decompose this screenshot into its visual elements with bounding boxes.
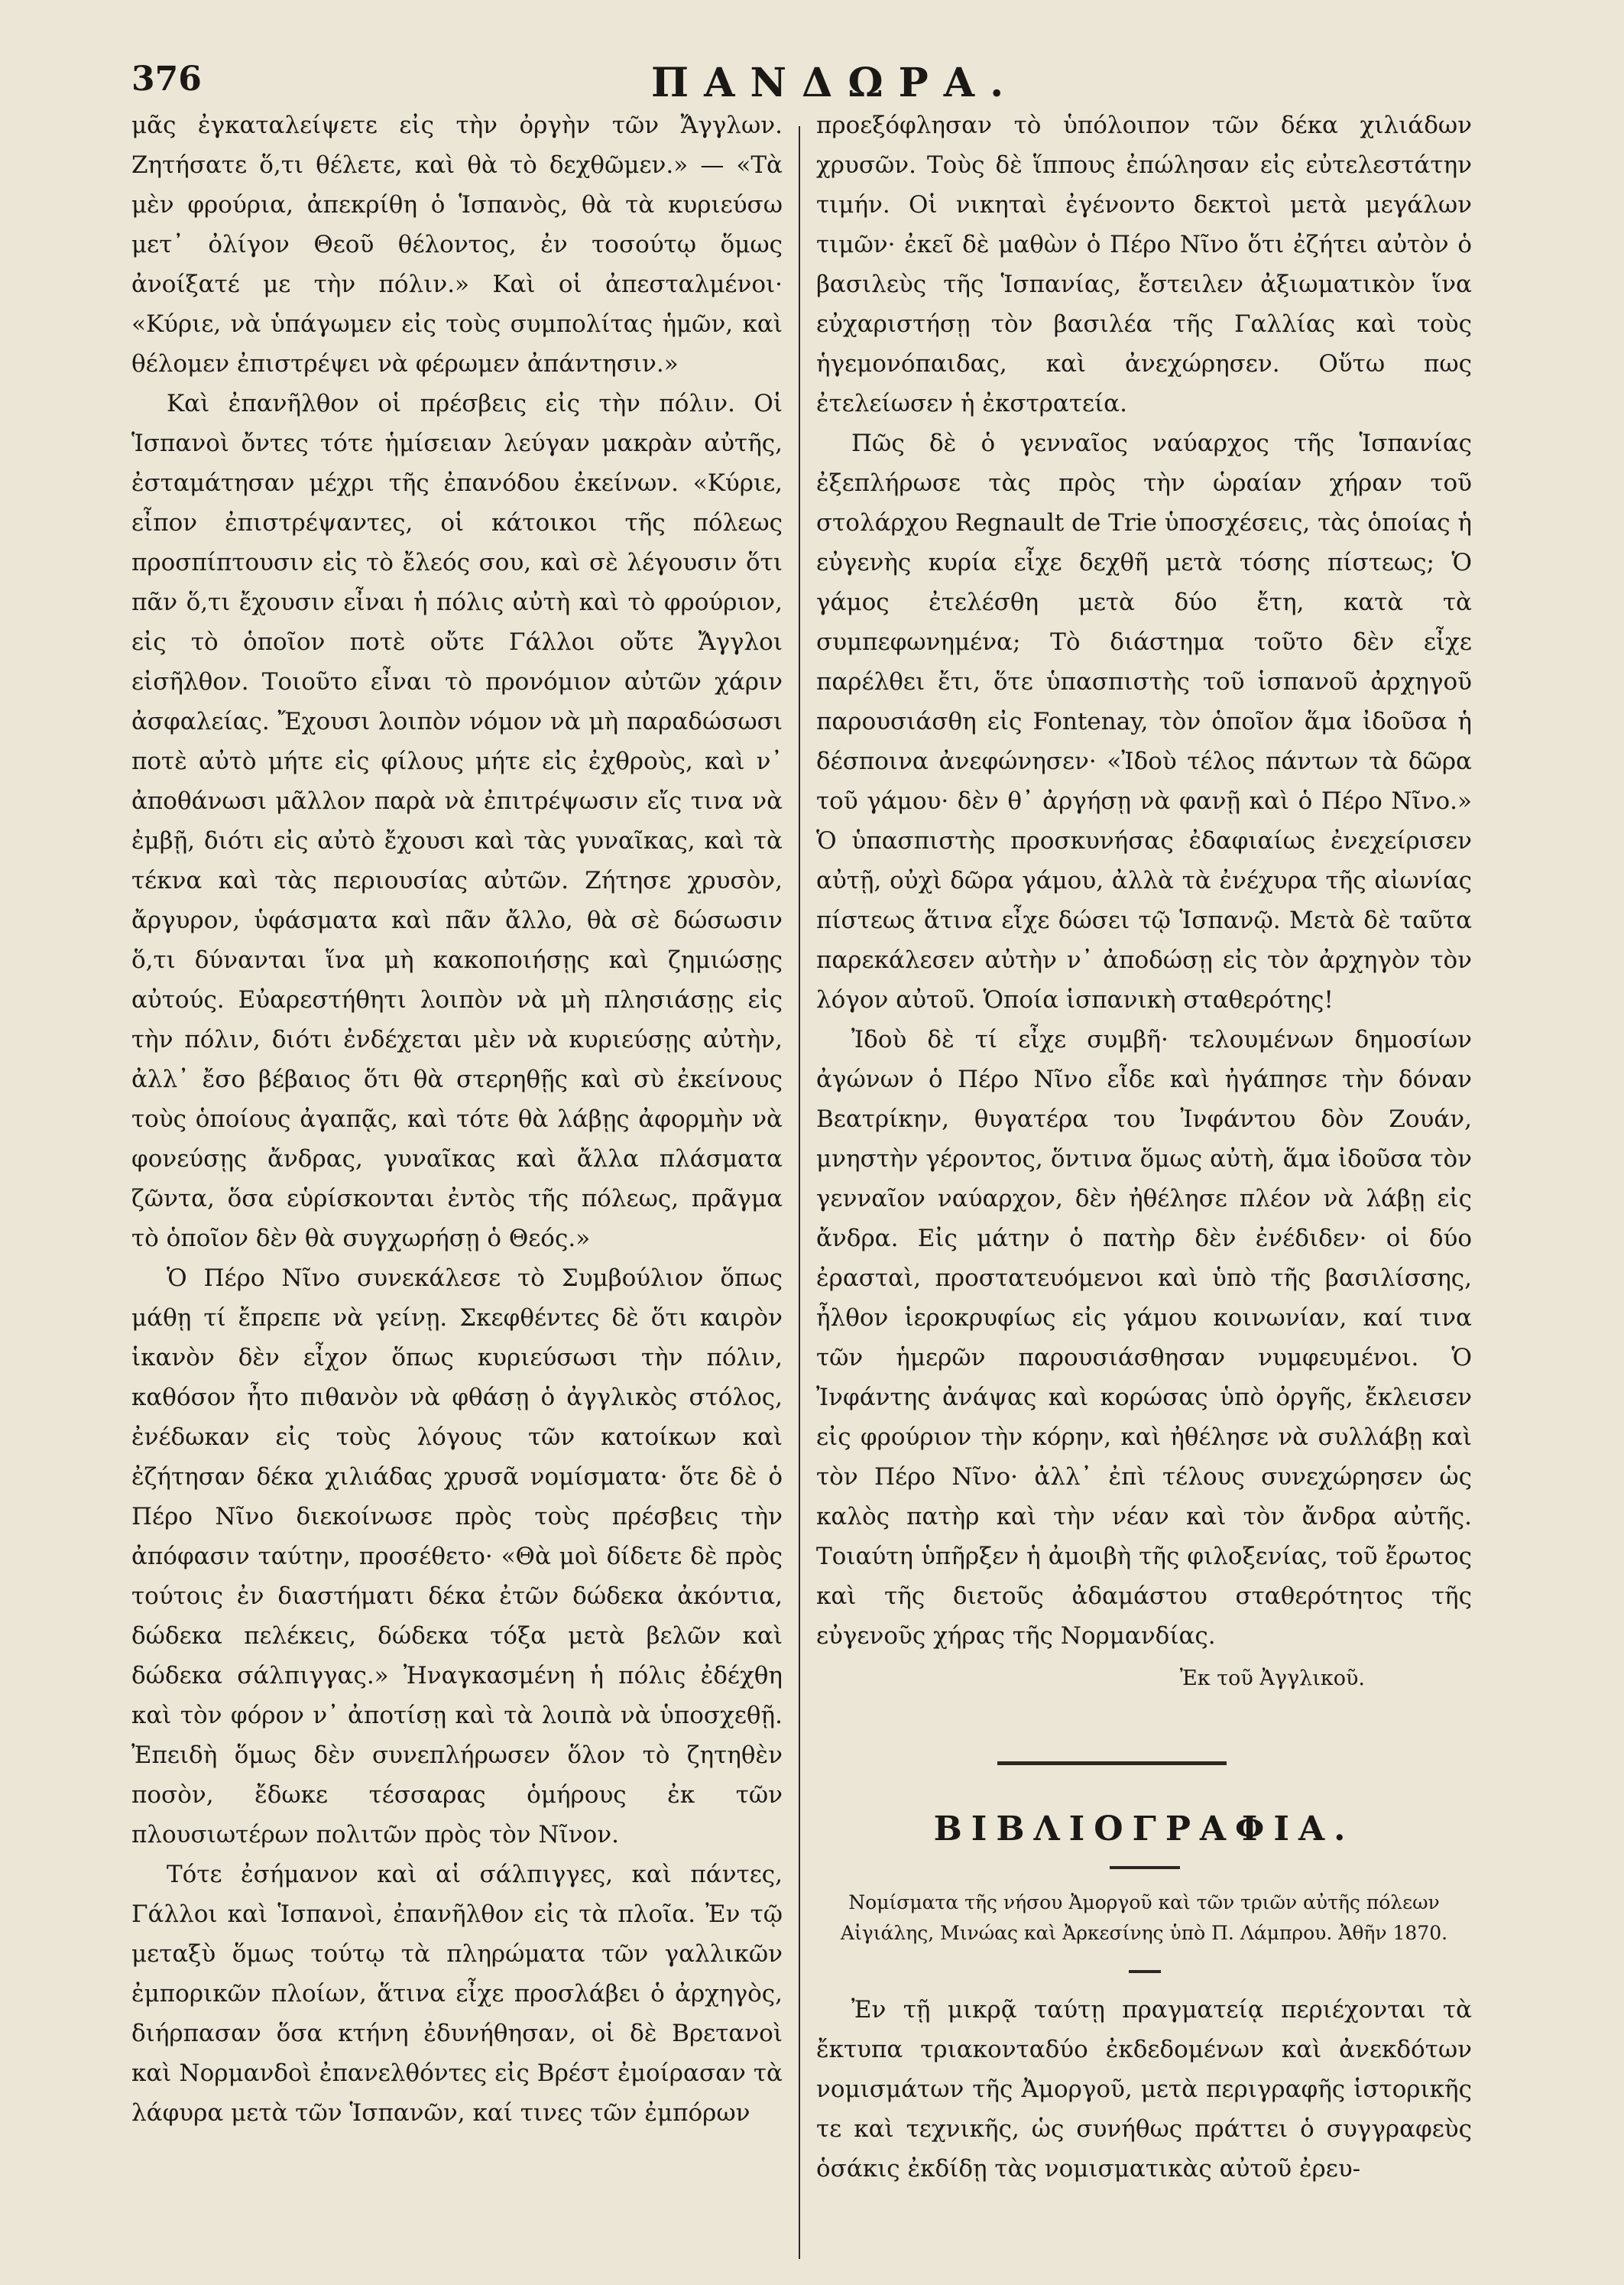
column-divider [799, 126, 800, 2259]
right-column [816, 105, 1472, 2189]
paragraph: Ἐν τῇ μικρᾷ ταύτῃ πραγματείᾳ περιέχονται τὰ ἔκτυπα τριακονταδύο ἐκδεδομένων καὶ ἀνεκδότων νομισμάτων τῆς Ἀμοργοῦ, μετὰ περιγραφῆς ἱστορικῆς τε καὶ τεχνικῆς, ὡς συνήθως πράττει ὁ συγγραφεὺς ὁσάκις ἐκδίδῃ τὰς νομισματικὰς αὐτοῦ ἐρευ- [816, 1996, 1472, 2183]
paragraph: Τότε ἐσήμανον καὶ αἱ σάλπιγγες, καὶ πάντες, Γάλλοι καὶ Ἱσπανοὶ, ἐπανῆλθον εἰς τὰ πλοῖα. Ἐν τῷ μεταξὺ ὅμως τούτῳ τὰ πληρώματα τῶν γαλλικῶν ἐμπορικῶν πλοίων, ἅτινα εἶχε προσλάβει ὁ ἀρχηγὸς, διήρπασαν ὅσα κτήνη ἐδυνήθησαν, οἱ δὲ Βρετανοὶ καὶ Νορμανδοὶ ἐπανελθόντες εἰς Βρέστ ἐμοίρασαν τὰ λάφυρα μετὰ τῶν Ἱσπανῶν, καί τινες τῶν ἐμπόρων [131, 1861, 783, 2127]
section-title: ΒΙΒΛΙΟΓΡΑΦΙΑ. [933, 1809, 1355, 1848]
paragraph: Ἰδοὺ δὲ τί εἶχε συμβῆ· τελουμένων δημοσίων ἀγώνων ὁ Πέρο Νῖνο εἶδε καὶ ἠγάπησε τὴν δόναν Βεατρίκην, θυγατέρα του Ἰνφάντου δὸν Ζουάν, μνηστὴν γέροντος, ὅντινα ὅμως αὐτὴ, ἅμα ἰδοῦσα τὸν γενναῖον ναύαρχον, δὲν ἠθέλησε πλέον νὰ λάβῃ εἰς ἄνδρα. Εἰς μάτην ὁ πατὴρ δὲν ἐνέδιδεν· οἱ δύο ἐρασταὶ, προστατευόμενοι καὶ ὑπὸ τῆς βασιλίσσης, ἦλθον ἱεροκρυφίως εἰς γάμου κοινωνίαν, καί τινα τῶν ἡμερῶν παρουσιάσθησαν νυμφευμένοι. Ὁ Ἰνφάντης ἀνάψας καὶ κορώσας ὑπὸ ὀργῆς, ἔκλεισεν εἰς φρούριον τὴν κόρην, καὶ ἠθέλησε νὰ συλλάβῃ καὶ τὸν Πέρο Νῖνο· ἀλλ᾽ ἐπὶ τέλους συνεχώρησεν ὡς καλὸς πατὴρ καὶ τὴν νέαν καὶ τὸν ἄνδρα αὐτῆς. Τοιαύτη ὑπῆρξεν ἡ ἀμοιβὴ τῆς φιλοξενίας, τοῦ ἔρωτος καὶ τῆς διετοῦς ἀδαμάστου σταθερότητος τῆς εὐγενοῦς χήρας τῆς Νορμανδίας. [816, 1026, 1472, 1650]
paragraph: Καὶ ἐπανῆλθον οἱ πρέσβεις εἰς τὴν πόλιν. Οἱ Ἱσπανοὶ ὄντες τότε ἡμίσειαν λεύγαν μακρὰν αὐτῆς, ἐσταμάτησαν μέχρι τῆς ἐπανόδου ἐκείνων. «Κύριε, εἶπον ἐπιστρέψαντες, οἱ κάτοικοι τῆς πόλεως προσπίπτουσιν εἰς τὸ ἔλεός σου, καὶ σὲ λέγουσιν ὅτι πᾶν ὅ,τι ἔχουσιν εἶναι ἡ πόλις αὐτὴ καὶ τὸ φρούριον, εἰς τὸ ὁποῖον ποτὲ οὔτε Γάλλοι οὔτε Ἄγγλοι εἰσῆλθον. Τοιοῦτο εἶναι τὸ προνόμιον αὐτῶν χάριν ἀσφαλείας. Ἔχουσι λοιπὸν νόμον νὰ μὴ παραδώσωσι ποτὲ αὐτὸ μήτε εἰς φίλους μήτε εἰς ἐχθροὺς, καὶ ν᾽ ἀποθάνωσι μᾶλλον παρὰ νὰ ἐπιτρέψωσιν εἴς τινα νὰ ἐμβῇ, διότι εἰς αὐτὸ ἔχουσι καὶ τὰς γυναῖκας, καὶ τὰ τέκνα καὶ τὰς περιουσίας αὐτῶν. Ζήτησε χρυσὸν, ἄργυρον, ὑφάσματα καὶ πᾶν ἄλλο, θὰ σὲ δώσωσιν ὅ,τι δύνανται ἵνα μὴ κακοποιήσῃς καὶ ζημιώσῃς αὐτούς. Εὐαρεστήθητι λοιπὸν νὰ μὴ πλησιάσῃς εἰς τὴν πόλιν, διότι ἐνδέχεται μὲν νὰ κυριεύσῃς αὐτὴν, ἀλλ᾽ ἔσο βέβαιος ὅτι θὰ στερηθῇς καὶ σὺ ἐκείνους τοὺς ὁποίους ἀγαπᾷς, καὶ τότε θὰ λάβῃς ἀφορμὴν νὰ φονεύσῃς ἄνδρας, γυναῖκας καὶ ἄλλα πλάσματα ζῶντα, ὅσα εὑρίσκονται ἐντὸς τῆς πόλεως, πρᾶγμα τὸ ὁποῖον δὲν θὰ συγχωρήσῃ ὁ Θεός.» [131, 390, 783, 1252]
section-separator [997, 1761, 1227, 1765]
short-rule [1129, 1970, 1161, 1973]
paragraph: Πῶς δὲ ὁ γενναῖος ναύαρχος τῆς Ἱσπανίας ἐξεπλήρωσε τὰς πρὸς τὴν ὡραίαν χήραν τοῦ στολάρχου Regnault de Trie ὑποσχέσεις, τὰς ὁποίας ἡ εὐγενὴς κυρία εἶχε δεχθῆ μετὰ τόσης πίστεως; Ὁ γάμος ἐτελέσθη μετὰ δύο ἔτη, κατὰ τὰ συμπεφωνημένα; Τὸ διάστημα τοῦτο δὲν εἶχε παρέλθει ἔτι, ὅτε ὑπασπιστὴς τοῦ ἱσπανοῦ ἀρχηγοῦ παρουσιάσθη εἰς Fontenay, τὸν ὁποῖον ἅμα ἰδοῦσα ἡ δέσποινα ἀνεφώνησεν· «Ἰδοὺ τέλος πάντων τὰ δῶρα τοῦ γάμου· δὲν θ᾽ ἀργήσῃ νὰ φανῇ καὶ ὁ Πέρο Νῖνο.» Ὁ ὑπασπιστὴς προσκυνήσας ἐδαφιαίως ἐνεχείρισεν αὐτῇ, οὐχὶ δῶρα γάμου, ἀλλὰ τὰ ἐνέχυρα τῆς αἰωνίας πίστεως ἅτινα εἶχε δώσει τῷ Ἱσπανῷ. Μετὰ δὲ ταῦτα παρεκάλεσεν αὐτὴν ν᾽ ἀποδώσῃ εἰς τὸν ἀρχηγὸν τὸν λόγον αὐτοῦ. Ὁποία ἱσπανικὴ σταθερότης! [816, 430, 1472, 1014]
page-number: 376 [131, 60, 202, 99]
left-column [131, 105, 783, 2133]
paragraph: προεξόφλησαν τὸ ὑπόλοιπον τῶν δέκα χιλιάδων χρυσῶν. Τοὺς δὲ ἵππους ἐπώλησαν εἰς εὐτελεστάτην τιμήν. Οἱ νικηταὶ ἐγένοντο δεκτοὶ μετὰ μεγάλων τιμῶν· ἐκεῖ δὲ μαθὼν ὁ Πέρο Νῖνο ὅτι ἐζήτει αὐτὸν ὁ βασιλεὺς τῆς Ἱσπανίας, ἔστειλεν ἀξιωματικὸν ἵνα εὐχαριστήσῃ τὸν βασιλέα τῆς Γαλλίας καὶ τοὺς ἡγεμονόπαιδας, καὶ ἀνεχώρησεν. Οὕτω πως ἐτελείωσεν ἡ ἐκστρατεία. [816, 112, 1472, 417]
title-ornament [1110, 1866, 1180, 1869]
paragraph: μᾶς ἐγκαταλείψετε εἰς τὴν ὀργὴν τῶν Ἄγγλων. Ζητήσατε ὅ,τι θέλετε, καὶ θὰ τὸ δεχθῶμεν.» — «Τὰ μὲν φρούρια, ἀπεκρίθη ὁ Ἱσπανὸς, θὰ τὰ κυριεύσω μετ᾽ ὀλίγον Θεοῦ θέλοντος, ἐν τοσούτῳ ὅμως ἀνοίξατέ με τὴν πόλιν.» Καὶ οἱ ἀπεσταλμένοι· «Κύριε, νὰ ὑπάγωμεν εἰς τοὺς συμπολίτας ἡμῶν, καὶ θέλομεν ἐπιστρέψει νὰ φέρωμεν ἀπάντησιν.» [131, 112, 783, 378]
bibliography-citation: Νομίσματα τῆς νήσου Ἀμοργοῦ καὶ τῶν τριῶν αὐτῆς πόλεων Αἰγιάλης, Μινώας καὶ Ἀρκεσίνης ὑπὸ Π. Λάμπρου. Ἀθῆν 1870. [840, 1891, 1448, 1944]
translation-credit: Ἐκ τοῦ Ἀγγλικοῦ. [1179, 1667, 1365, 1690]
running-title: ΠΑΝΔΩΡΑ. [651, 60, 1019, 106]
paragraph: Ὁ Πέρο Νῖνο συνεκάλεσε τὸ Συμβούλιον ὅπως μάθῃ τί ἔπρεπε νὰ γείνῃ. Σκεφθέντες δὲ ὅτι καιρὸν ἱκανὸν δὲν εἶχον ὅπως κυριεύσωσι τὴν πόλιν, καθόσον ἦτο πιθανὸν νὰ φθάσῃ ὁ ἀγγλικὸς στόλος, ἐνέδωκαν εἰς τοὺς λόγους τῶν κατοίκων καὶ ἐζήτησαν δέκα χιλιάδας χρυσᾶ νομίσματα· ὅτε δὲ ὁ Πέρο Νῖνο διεκοίνωσε πρὸς τοὺς πρέσβεις τὴν ἀπόφασιν ταύτην, προσέθετο· «Θὰ μοὶ δίδετε δὲ πρὸς τούτοις ἐν διαστήματι δέκα ἐτῶν δώδεκα ἀκόντια, δώδεκα πελέκεις, δώδεκα τόξα μετὰ βελῶν καὶ δώδεκα σάλπιγγας.» Ἠναγκασμένη ἡ πόλις ἐδέχθη καὶ τὸν φόρον ν᾽ ἀποτίσῃ καὶ τὰ λοιπὰ νὰ ὑποσχεθῇ. Ἐπειδὴ ὅμως δὲν συνεπλήρωσεν ὅλον τὸ ζητηθὲν ποσὸν, ἔδωκε τέσσαρας ὁμήρους ἐκ τῶν πλουσιωτέρων πολιτῶν πρὸς τὸν Νῖνον. [131, 1264, 783, 1848]
